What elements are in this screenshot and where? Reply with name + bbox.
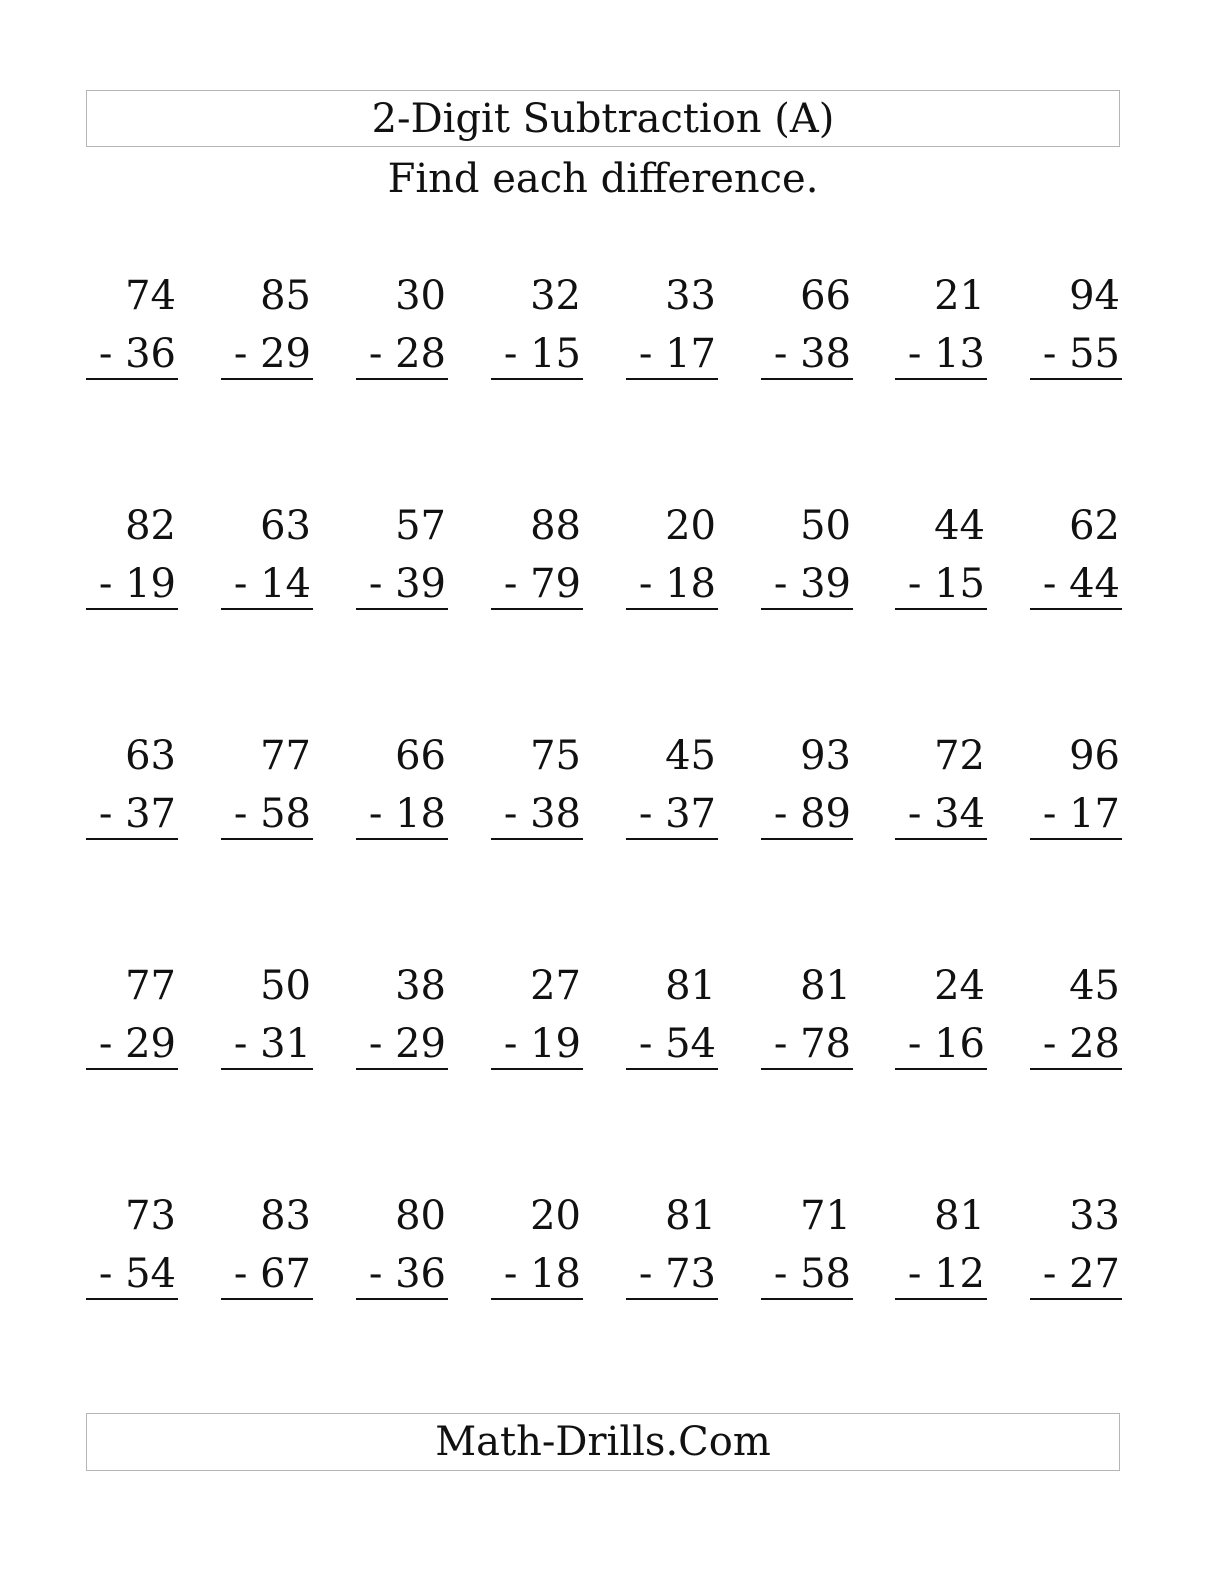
minuend: 33 — [1069, 1193, 1120, 1239]
subtraction-problem — [1030, 960, 1122, 1072]
subtrahend: - 36 — [368, 1251, 446, 1297]
answer-line — [1030, 1068, 1122, 1070]
subtraction-problem — [1030, 500, 1122, 612]
subtraction-problem — [491, 730, 583, 842]
minuend: 74 — [125, 273, 176, 319]
minuend: 77 — [260, 733, 311, 779]
minuend: 21 — [934, 273, 985, 319]
answer-line — [761, 378, 853, 380]
answer-line — [1030, 1298, 1122, 1300]
subtraction-problem — [491, 500, 583, 612]
subtraction-problem — [626, 960, 718, 1072]
answer-line — [86, 608, 178, 610]
subtrahend: - 36 — [98, 331, 176, 377]
subtrahend: - 29 — [368, 1021, 446, 1067]
subtraction-problem — [895, 960, 987, 1072]
answer-line — [491, 608, 583, 610]
subtrahend: - 14 — [233, 561, 311, 607]
minuend: 71 — [800, 1193, 851, 1239]
answer-line — [356, 378, 448, 380]
subtrahend: - 17 — [1042, 791, 1120, 837]
minuend: 20 — [530, 1193, 581, 1239]
subtraction-problem — [626, 270, 718, 382]
subtraction-problem — [761, 1190, 853, 1302]
subtrahend: - 12 — [907, 1251, 985, 1297]
subtrahend: - 79 — [503, 561, 581, 607]
problem-row — [86, 1190, 1122, 1310]
minuend: 45 — [1069, 963, 1120, 1009]
minuend: 66 — [395, 733, 446, 779]
minuend: 81 — [665, 963, 716, 1009]
subtrahend: - 38 — [773, 331, 851, 377]
subtrahend: - 16 — [907, 1021, 985, 1067]
minuend: 82 — [125, 503, 176, 549]
minuend: 73 — [125, 1193, 176, 1239]
subtraction-problem — [491, 1190, 583, 1302]
problem-row — [86, 960, 1122, 1080]
subtrahend: - 29 — [98, 1021, 176, 1067]
subtrahend: - 55 — [1042, 331, 1120, 377]
subtraction-problem — [895, 1190, 987, 1302]
subtrahend: - 58 — [233, 791, 311, 837]
answer-line — [895, 378, 987, 380]
minuend: 88 — [530, 503, 581, 549]
subtraction-problem — [761, 270, 853, 382]
minuend: 83 — [260, 1193, 311, 1239]
minuend: 81 — [665, 1193, 716, 1239]
problem-row — [86, 500, 1122, 620]
minuend: 24 — [934, 963, 985, 1009]
answer-line — [895, 1068, 987, 1070]
answer-line — [761, 838, 853, 840]
subtraction-problem — [1030, 730, 1122, 842]
minuend: 62 — [1069, 503, 1120, 549]
minuend: 32 — [530, 273, 581, 319]
subtrahend: - 73 — [638, 1251, 716, 1297]
subtrahend: - 54 — [98, 1251, 176, 1297]
subtraction-problem — [626, 730, 718, 842]
subtraction-problem — [1030, 1190, 1122, 1302]
minuend: 20 — [665, 503, 716, 549]
answer-line — [221, 378, 313, 380]
problem-row — [86, 270, 1122, 390]
subtrahend: - 19 — [503, 1021, 581, 1067]
subtraction-problem — [86, 730, 178, 842]
subtraction-problem — [895, 730, 987, 842]
minuend: 33 — [665, 273, 716, 319]
subtrahend: - 29 — [233, 331, 311, 377]
subtraction-problem — [356, 730, 448, 842]
footer-box — [86, 1413, 1120, 1471]
subtrahend: - 89 — [773, 791, 851, 837]
subtrahend: - 28 — [368, 331, 446, 377]
answer-line — [221, 1068, 313, 1070]
minuend: 66 — [800, 273, 851, 319]
worksheet-instructions: Find each difference. — [387, 156, 819, 202]
subtrahend: - 39 — [773, 561, 851, 607]
minuend: 96 — [1069, 733, 1120, 779]
answer-line — [491, 838, 583, 840]
minuend: 63 — [125, 733, 176, 779]
subtrahend: - 58 — [773, 1251, 851, 1297]
subtraction-problem — [895, 500, 987, 612]
minuend: 81 — [800, 963, 851, 1009]
subtrahend: - 31 — [233, 1021, 311, 1067]
subtrahend: - 54 — [638, 1021, 716, 1067]
subtrahend: - 67 — [233, 1251, 311, 1297]
subtrahend: - 37 — [98, 791, 176, 837]
answer-line — [356, 608, 448, 610]
subtrahend: - 18 — [368, 791, 446, 837]
minuend: 30 — [395, 273, 446, 319]
answer-line — [491, 1068, 583, 1070]
minuend: 50 — [260, 963, 311, 1009]
answer-line — [626, 838, 718, 840]
subtrahend: - 38 — [503, 791, 581, 837]
subtraction-problem — [356, 1190, 448, 1302]
subtrahend: - 78 — [773, 1021, 851, 1067]
answer-line — [356, 1298, 448, 1300]
answer-line — [1030, 608, 1122, 610]
subtraction-problem — [221, 960, 313, 1072]
subtrahend: - 13 — [907, 331, 985, 377]
subtraction-problem — [221, 1190, 313, 1302]
minuend: 80 — [395, 1193, 446, 1239]
subtraction-problem — [221, 500, 313, 612]
subtraction-problem — [86, 270, 178, 382]
answer-line — [86, 1298, 178, 1300]
subtrahend: - 18 — [503, 1251, 581, 1297]
minuend: 93 — [800, 733, 851, 779]
answer-line — [761, 608, 853, 610]
subtraction-problem — [491, 960, 583, 1072]
minuend: 94 — [1069, 273, 1120, 319]
answer-line — [86, 838, 178, 840]
subtraction-problem — [626, 500, 718, 612]
subtrahend: - 34 — [907, 791, 985, 837]
answer-line — [1030, 378, 1122, 380]
answer-line — [356, 1068, 448, 1070]
answer-line — [221, 608, 313, 610]
subtraction-problem — [491, 270, 583, 382]
answer-line — [626, 1068, 718, 1070]
answer-line — [221, 1298, 313, 1300]
answer-line — [86, 378, 178, 380]
minuend: 45 — [665, 733, 716, 779]
subtraction-problem — [86, 500, 178, 612]
minuend: 27 — [530, 963, 581, 1009]
subtrahend: - 28 — [1042, 1021, 1120, 1067]
subtraction-problem — [356, 500, 448, 612]
minuend: 44 — [934, 503, 985, 549]
worksheet-title: 2-Digit Subtraction (A) — [371, 95, 835, 142]
subtraction-problem — [356, 270, 448, 382]
subtrahend: - 39 — [368, 561, 446, 607]
minuend: 57 — [395, 503, 446, 549]
subtrahend: - 15 — [503, 331, 581, 377]
subtrahend: - 19 — [98, 561, 176, 607]
subtraction-problem — [1030, 270, 1122, 382]
subtraction-problem — [895, 270, 987, 382]
subtraction-problem — [356, 960, 448, 1072]
answer-line — [895, 1298, 987, 1300]
answer-line — [895, 838, 987, 840]
subtraction-problem — [86, 1190, 178, 1302]
minuend: 77 — [125, 963, 176, 1009]
subtraction-problem — [86, 960, 178, 1072]
answer-line — [356, 838, 448, 840]
subtraction-problem — [626, 1190, 718, 1302]
answer-line — [491, 378, 583, 380]
subtrahend: - 44 — [1042, 561, 1120, 607]
minuend: 81 — [934, 1193, 985, 1239]
minuend: 72 — [934, 733, 985, 779]
subtrahend: - 15 — [907, 561, 985, 607]
answer-line — [761, 1298, 853, 1300]
subtrahend: - 17 — [638, 331, 716, 377]
subtraction-problem — [761, 730, 853, 842]
answer-line — [626, 378, 718, 380]
subtraction-problem — [221, 730, 313, 842]
answer-line — [1030, 838, 1122, 840]
minuend: 85 — [260, 273, 311, 319]
minuend: 63 — [260, 503, 311, 549]
answer-line — [221, 838, 313, 840]
answer-line — [86, 1068, 178, 1070]
answer-line — [626, 1298, 718, 1300]
minuend: 38 — [395, 963, 446, 1009]
answer-line — [626, 608, 718, 610]
problem-row — [86, 730, 1122, 850]
subtrahend: - 27 — [1042, 1251, 1120, 1297]
subtraction-problem — [221, 270, 313, 382]
answer-line — [491, 1298, 583, 1300]
footer-text: Math-Drills.Com — [435, 1419, 771, 1465]
subtrahend: - 37 — [638, 791, 716, 837]
subtraction-problem — [761, 960, 853, 1072]
subtraction-problem — [761, 500, 853, 612]
subtrahend: - 18 — [638, 561, 716, 607]
answer-line — [895, 608, 987, 610]
answer-line — [761, 1068, 853, 1070]
minuend: 50 — [800, 503, 851, 549]
minuend: 75 — [530, 733, 581, 779]
worksheet-title-box — [86, 90, 1120, 147]
